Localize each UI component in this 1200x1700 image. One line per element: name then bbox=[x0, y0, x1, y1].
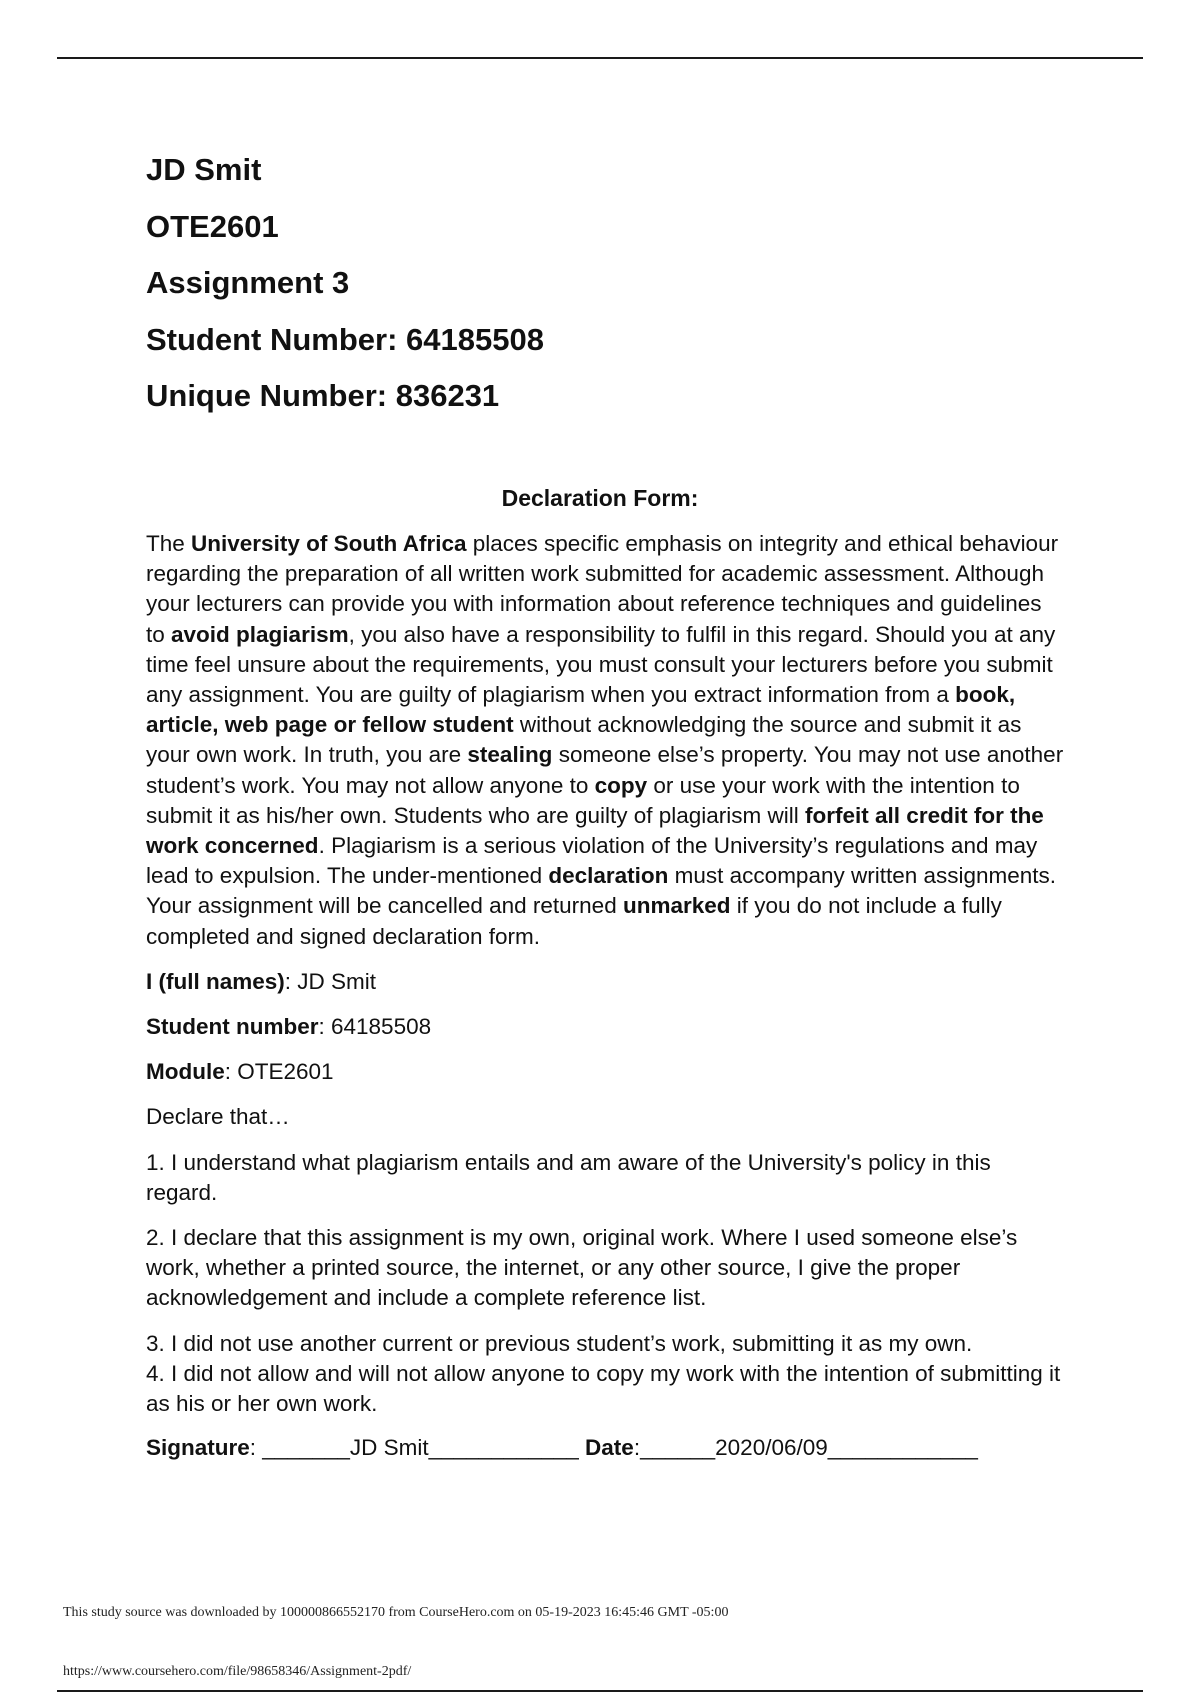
intro-segment: someone else’s property. You may not use another student’s work. You may not allow anyone to bbox=[146, 742, 1064, 798]
top-divider bbox=[57, 57, 1143, 59]
module-value: : OTE2601 bbox=[224, 1059, 334, 1085]
student-number-field bbox=[146, 1012, 1066, 1042]
intro-segment: must accompany written assignments. Your assignment will be cancelled and returned bbox=[146, 863, 1057, 919]
document-header bbox=[146, 142, 544, 425]
intro-segment: without acknowledging the source and submit it as your own work. In truth, you are bbox=[146, 712, 1022, 768]
intro-segment: avoid plagiarism bbox=[171, 621, 349, 647]
intro-segment: copy bbox=[594, 772, 648, 798]
intro-segment: or use your work with the intention to submit it as his/her own. Students who are guilty of plagiarism will bbox=[146, 772, 1020, 828]
declaration-intro-paragraph bbox=[146, 529, 1066, 952]
full-names-field bbox=[146, 967, 1066, 997]
date-label: Date bbox=[585, 1435, 634, 1461]
intro-segment: stealing bbox=[467, 742, 553, 768]
intro-segment: The bbox=[146, 531, 192, 556]
declare-that: Declare that… bbox=[146, 1104, 290, 1130]
intro-segment: unmarked bbox=[622, 893, 731, 919]
declaration-item-3: 3. I did not use another current or previous student’s work, submitting it as my own. bbox=[146, 1330, 973, 1356]
unique-number: Unique Number: 836231 bbox=[146, 378, 500, 413]
signature-value: : _______JD Smit____________ bbox=[249, 1435, 586, 1461]
student-number-label: Student number bbox=[146, 1014, 319, 1040]
student-number: Student Number: 64185508 bbox=[146, 321, 544, 357]
bottom-divider bbox=[57, 1690, 1143, 1692]
module-code: OTE2601 bbox=[146, 208, 279, 244]
declaration-item-1: 1. I understand what plagiarism entails and am aware of the University's policy in this regard. bbox=[146, 1149, 991, 1205]
module-field bbox=[146, 1057, 1066, 1087]
full-names-label: I (full names) bbox=[146, 968, 285, 994]
intro-segment: , you also have a responsibility to fulfil in this regard. Should you at any time feel unsure about the requirements, you must consult your lecturers before you submit any assignment. You are guilty of plagiarism when you extract information from a bbox=[146, 621, 1056, 708]
intro-segment: if you do not include a fully completed and signed declaration form. bbox=[146, 893, 1002, 949]
intro-segment: University of South Africa bbox=[191, 531, 467, 556]
module-label: Module bbox=[146, 1059, 225, 1085]
download-source-note: This study source was downloaded by 100000866552170 from CourseHero.com on 05-19-2023 16:45:46 GMT -05:00 bbox=[63, 1605, 729, 1620]
intro-segment: book, article, web page or fellow student bbox=[146, 682, 1016, 738]
intro-segment: forfeit all credit for the work concerned bbox=[146, 802, 1044, 859]
intro-segment: . Plagiarism is a serious violation of the University’s regulations and may lead to expulsion. The under-mentioned bbox=[146, 833, 1038, 889]
source-url: https://www.coursehero.com/file/98658346/Assignment-2pdf/ bbox=[63, 1664, 412, 1679]
declaration-body bbox=[146, 529, 1066, 1463]
student-number-value: : 64185508 bbox=[318, 1014, 432, 1040]
date-value: :______2020/06/09____________ bbox=[633, 1435, 978, 1461]
assignment-title: Assignment 3 bbox=[146, 265, 350, 300]
intro-segment: places specific emphasis on integrity and ethical behaviour regarding the preparation of all written work submitted for academic assessment. Although your lecturers can provide you with information about reference techniques and guidelines to bbox=[146, 531, 1059, 647]
declaration-item-4: 4. I did not allow and will not allow anyone to copy my work with the intention of submitting it as his or her own work. bbox=[146, 1360, 1061, 1417]
signature-label: Signature bbox=[146, 1435, 250, 1461]
full-names-value: : JD Smit bbox=[284, 968, 377, 994]
author-name: JD Smit bbox=[146, 152, 262, 187]
intro-segment: declaration bbox=[548, 863, 669, 889]
declaration-title: Declaration Form: bbox=[501, 485, 699, 511]
signature-date-line bbox=[146, 1433, 1066, 1463]
declaration-item-2: 2. I declare that this assignment is my own, original work. Where I used someone else’s work, whether a printed source, the internet, or any other source, I give the proper acknowledgement and include a complete reference list. bbox=[146, 1225, 1018, 1311]
